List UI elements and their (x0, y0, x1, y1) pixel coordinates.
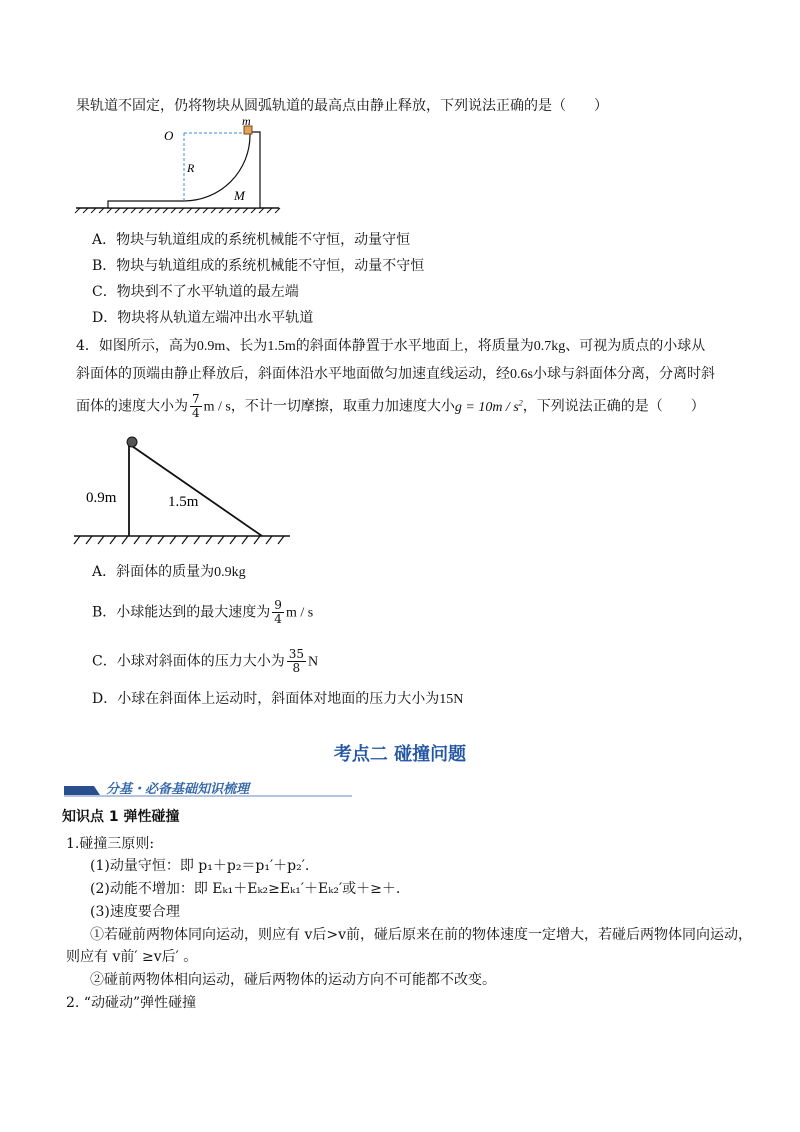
kp1-heading: 知识点 1 弹性碰撞 (62, 809, 180, 825)
label-O: O (164, 128, 174, 143)
q4-figure-length-label: 1.5m (168, 494, 199, 510)
kp1-line-2: (1)动量守恒：即 p₁＋p₂＝p₁′＋p₂′. (90, 858, 310, 874)
section-banner (64, 778, 354, 798)
kp1-line-3: (2)动能不增加：即 Eₖ₁＋Eₖ₂≥Eₖ₁′＋Eₖ₂′或＋≥＋. (90, 881, 401, 897)
q4-mass-value: 0.7kg (533, 339, 566, 354)
q3-option-c: C．物块到不了水平轨道的最左端 (92, 284, 299, 300)
q4-gravity-value: $g = 10m / s^2$ (454, 398, 523, 415)
label-R: R (187, 161, 195, 175)
kp1-line-4: (3)速度要合理 (90, 904, 180, 920)
section-title: 考点二 碰撞问题 (333, 744, 467, 765)
kp1-line-8: 2. “动碰动”弹性碰撞 (66, 995, 197, 1011)
q4-option-d: D．小球在斜面体上运动时，斜面体对地面的压力大小为15N (92, 691, 464, 707)
section-banner-text: 分基・必备基础知识梳理 (106, 782, 250, 797)
label-m: m (242, 114, 251, 128)
q4-figure (72, 432, 292, 552)
q4-velocity-fraction: $\frac{7}{4}$ (192, 392, 200, 421)
q4-stem-line2: 斜面体的顶端由静止释放后，斜面体沿水平地面做匀加速直线运动，经0.6s小球与斜面体分离，分离时斜 (76, 366, 715, 382)
label-M: M (234, 188, 245, 203)
kp1-line-6: 则应有 v前′ ≥v后′ 。 (66, 949, 198, 965)
kp1-line-1: 1.碰撞三原则: (66, 836, 155, 852)
q3-stem-tail: 果轨道不固定，仍将物块从圆弧轨道的最高点由静止释放，下列说法正确的是（ ） (76, 98, 608, 114)
q3-option-a: A．物块与轨道组成的系统机械能不守恒，动量守恒 (92, 232, 411, 248)
q4-option-a: A．斜面体的质量为0.9kg (92, 564, 246, 580)
q4-option-b: B．小球能达到的最大速度为 $\frac{9}{4}$ m / s (92, 598, 314, 626)
kp1-line-5: ①若碰前两物体同向运动，则应有 v后>v前，碰后原来在前的物体速度一定增大，若碰后两物体同向运动， (90, 927, 752, 943)
q4-length-value: 1.5m (267, 339, 296, 354)
q3-figure (74, 114, 284, 214)
q4-stem-line3: 面体的速度大小为 $\frac{7}{4}$ m / s，不计一切摩擦，取重力加速度大小$g = 10m / s^2$，下列说法正确的是（ ） (76, 392, 705, 421)
q3-option-b: B．物块与轨道组成的系统机械能不守恒，动量不守恒 (92, 258, 425, 274)
q4-time-value: 0.6s (510, 367, 533, 382)
q4-height-value: 0.9m (196, 339, 226, 354)
q3-option-d: D．物块将从轨道左端冲出水平轨道 (92, 310, 314, 326)
q4-option-c: C．小球对斜面体的压力大小为 $\frac{35}{8}$ N (92, 647, 319, 675)
q4-figure-height-label: 0.9m (86, 490, 117, 506)
q4-stem-line1: 4．如图所示，高为0.9m、长为1.5m的斜面体静置于水平地面上，将质量为0.7kg、可视为质点的小球从 (76, 338, 706, 354)
kp1-line-7: ②碰前两物体相向运动，碰后两物体的运动方向不可能都不改变。 (90, 972, 496, 988)
